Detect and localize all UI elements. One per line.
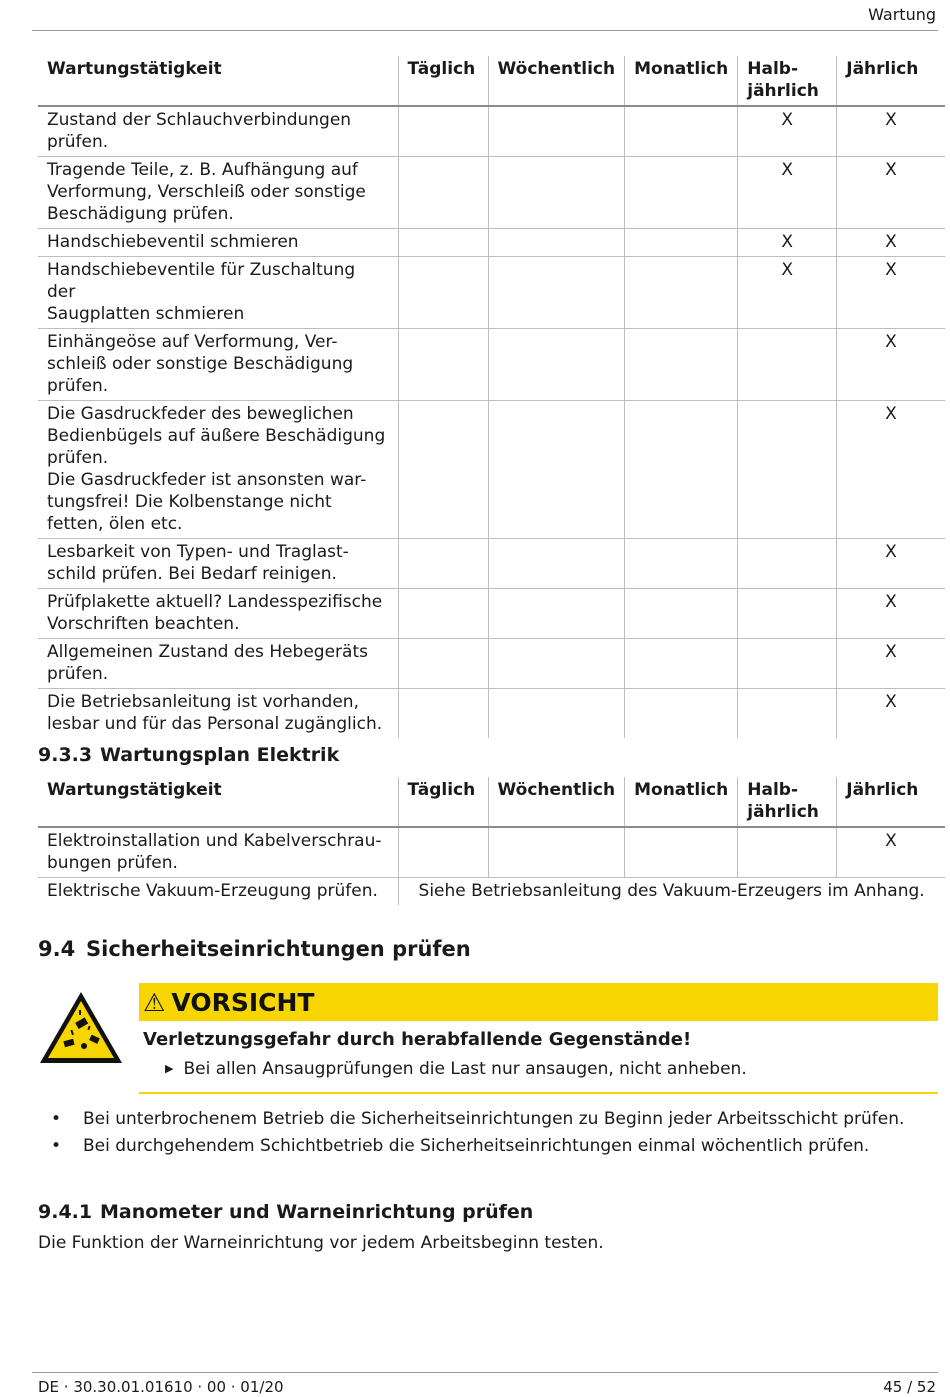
daily-cell (398, 329, 488, 401)
falling-objects-warning-icon (38, 990, 124, 1066)
yearly-cell: X (837, 689, 945, 739)
table-row (38, 229, 945, 257)
weekly-cell (488, 229, 625, 257)
caution-bottom-rule (139, 1092, 938, 1094)
list-item-text: Bei unterbrochenem Betrieb die Sicherheitseinrichtungen zu Beginn jeder Arbeitsschicht prüfen. (83, 1109, 905, 1129)
list-item-text: Bei durchgehendem Schichtbetrieb die Sicherheitseinrichtungen einmal wöchentlich prüfen. (83, 1136, 870, 1156)
body-paragraph: Die Funktion der Warneinrichtung vor jedem Arbeitsbeginn testen. (38, 1233, 604, 1253)
col-header-monthly: Monatlich (625, 777, 738, 827)
section-number: 9.3.3 (38, 744, 93, 766)
task-cell: Elektrische Vakuum-Erzeugung prüfen. (38, 878, 398, 906)
task-cell: Handschiebeventile für Zuschaltung der Saugplatten schmieren (38, 257, 398, 329)
col-header-yearly: Jährlich (837, 777, 945, 827)
daily-cell (398, 639, 488, 689)
task-cell: Elektroinstallation und Kabelverschrau- bungen prüfen. (38, 827, 398, 878)
monthly-cell (625, 639, 738, 689)
halfyearly-cell (738, 539, 837, 589)
caution-instruction-text: Bei allen Ansaugprüfungen die Last nur ansaugen, nicht anheben. (183, 1059, 747, 1079)
list-item (38, 1135, 938, 1157)
daily-cell (398, 539, 488, 589)
weekly-cell (488, 639, 625, 689)
halfyearly-cell (738, 689, 837, 739)
daily-cell (398, 106, 488, 157)
running-header: Wartung (868, 5, 936, 24)
table-header-row (38, 777, 945, 827)
section-title: Sicherheitseinrichtungen prüfen (86, 937, 471, 961)
caution-hazard-text: Verletzungsgefahr durch herabfallende Gegenstände! (143, 1029, 692, 1050)
section-title: Manometer und Warneinrichtung prüfen (100, 1201, 534, 1223)
yearly-cell: X (837, 401, 945, 539)
daily-cell (398, 589, 488, 639)
monthly-cell (625, 157, 738, 229)
table-row (38, 257, 945, 329)
table-row (38, 539, 945, 589)
list-item (38, 1108, 938, 1130)
monthly-cell (625, 257, 738, 329)
halfyearly-cell (738, 827, 837, 878)
task-cell: Die Betriebsanleitung ist vorhanden, lesbar und für das Personal zugänglich. (38, 689, 398, 739)
section-heading-9-4 (38, 937, 471, 961)
halfyearly-cell: X (738, 106, 837, 157)
bullet-icon: • (51, 1136, 62, 1156)
col-header-weekly: Wöchentlich (488, 56, 625, 106)
footer-rule (32, 1372, 938, 1373)
table-row (38, 639, 945, 689)
task-cell: Lesbarkeit von Typen- und Traglast- schild prüfen. Bei Bedarf reinigen. (38, 539, 398, 589)
table-row (38, 827, 945, 878)
yearly-cell: X (837, 157, 945, 229)
col-header-daily: Täglich (398, 777, 488, 827)
weekly-cell (488, 589, 625, 639)
table-row (38, 589, 945, 639)
halfyearly-cell (738, 589, 837, 639)
section-heading-9-4-1 (38, 1201, 533, 1223)
daily-cell (398, 689, 488, 739)
col-header-task: Wartungstätigkeit (47, 59, 222, 79)
yearly-cell: X (837, 639, 945, 689)
halfyearly-cell (738, 401, 837, 539)
col-header-task: Wartungstätigkeit (47, 780, 222, 800)
monthly-cell (625, 329, 738, 401)
yearly-cell: X (837, 229, 945, 257)
monthly-cell (625, 689, 738, 739)
task-cell: Tragende Teile, z. B. Aufhängung auf Verformung, Verschleiß oder sonstige Beschädigung prüfen. (38, 157, 398, 229)
caution-instruction (165, 1059, 938, 1079)
table-row (38, 106, 945, 157)
table-header-row (38, 56, 945, 106)
daily-cell (398, 827, 488, 878)
caution-notice (139, 983, 938, 1094)
weekly-cell (488, 689, 625, 739)
weekly-cell (488, 257, 625, 329)
yearly-cell: X (837, 539, 945, 589)
section-number: 9.4.1 (38, 1201, 93, 1223)
section-heading-9-3-3 (38, 744, 339, 766)
task-cell: Prüfplakette aktuell? Landesspezifische Vorschriften beachten. (38, 589, 398, 639)
yearly-cell: X (837, 257, 945, 329)
page-number: 45 / 52 (883, 1378, 936, 1396)
col-header-monthly: Monatlich (625, 56, 738, 106)
caution-header (139, 983, 938, 1021)
caution-signal-word: VORSICHT (171, 987, 315, 1017)
col-header-daily: Täglich (398, 56, 488, 106)
yearly-cell: X (837, 589, 945, 639)
monthly-cell (625, 401, 738, 539)
daily-cell (398, 157, 488, 229)
table-row (38, 329, 945, 401)
bullet-icon: • (51, 1109, 62, 1129)
arrow-right-icon: ▶ (165, 1062, 174, 1075)
maintenance-table-electrical (38, 777, 945, 905)
weekly-cell (488, 827, 625, 878)
halfyearly-cell: X (738, 257, 837, 329)
bullet-list (38, 1108, 938, 1162)
section-number: 9.4 (38, 937, 76, 961)
weekly-cell (488, 329, 625, 401)
yearly-cell: X (837, 106, 945, 157)
header-rule (32, 30, 938, 31)
task-cell: Zustand der Schlauchverbindungen prüfen. (38, 106, 398, 157)
table-row (38, 689, 945, 739)
daily-cell (398, 401, 488, 539)
monthly-cell (625, 229, 738, 257)
yearly-cell: X (837, 329, 945, 401)
table-row (38, 401, 945, 539)
weekly-cell (488, 539, 625, 589)
maintenance-table-general (38, 56, 945, 738)
table-row (38, 157, 945, 229)
task-cell: Handschiebeventil schmieren (38, 229, 398, 257)
task-cell: Allgemeinen Zustand des Hebegeräts prüfen. (38, 639, 398, 689)
daily-cell (398, 229, 488, 257)
warning-triangle-icon: ⚠ (143, 987, 166, 1017)
weekly-cell (488, 401, 625, 539)
col-header-yearly: Jährlich (837, 56, 945, 106)
monthly-cell (625, 589, 738, 639)
monthly-cell (625, 827, 738, 878)
reference-note-cell: Siehe Betriebsanleitung des Vakuum-Erzeugers im Anhang. (398, 878, 945, 906)
monthly-cell (625, 106, 738, 157)
col-header-halfyearly: Halb- jährlich (738, 56, 837, 106)
section-title: Wartungsplan Elektrik (100, 744, 340, 766)
weekly-cell (488, 106, 625, 157)
yearly-cell: X (837, 827, 945, 878)
halfyearly-cell: X (738, 229, 837, 257)
halfyearly-cell (738, 639, 837, 689)
task-cell: Einhängeöse auf Verformung, Ver- schleiß oder sonstige Beschädigung prüfen. (38, 329, 398, 401)
halfyearly-cell (738, 329, 837, 401)
task-cell: Die Gasdruckfeder des beweglichen Bedienbügels auf äußere Beschädigung prüfen. Die Gasdruckfeder ist ansonsten war- tungsfrei! Die Kolbenstange nicht fetten, ölen etc. (38, 401, 398, 539)
daily-cell (398, 257, 488, 329)
halfyearly-cell: X (738, 157, 837, 229)
weekly-cell (488, 157, 625, 229)
col-header-halfyearly: Halb- jährlich (738, 777, 837, 827)
col-header-weekly: Wöchentlich (488, 777, 625, 827)
table-row (38, 878, 945, 906)
monthly-cell (625, 539, 738, 589)
document-number: DE · 30.30.01.01610 · 00 · 01/20 (38, 1378, 284, 1396)
